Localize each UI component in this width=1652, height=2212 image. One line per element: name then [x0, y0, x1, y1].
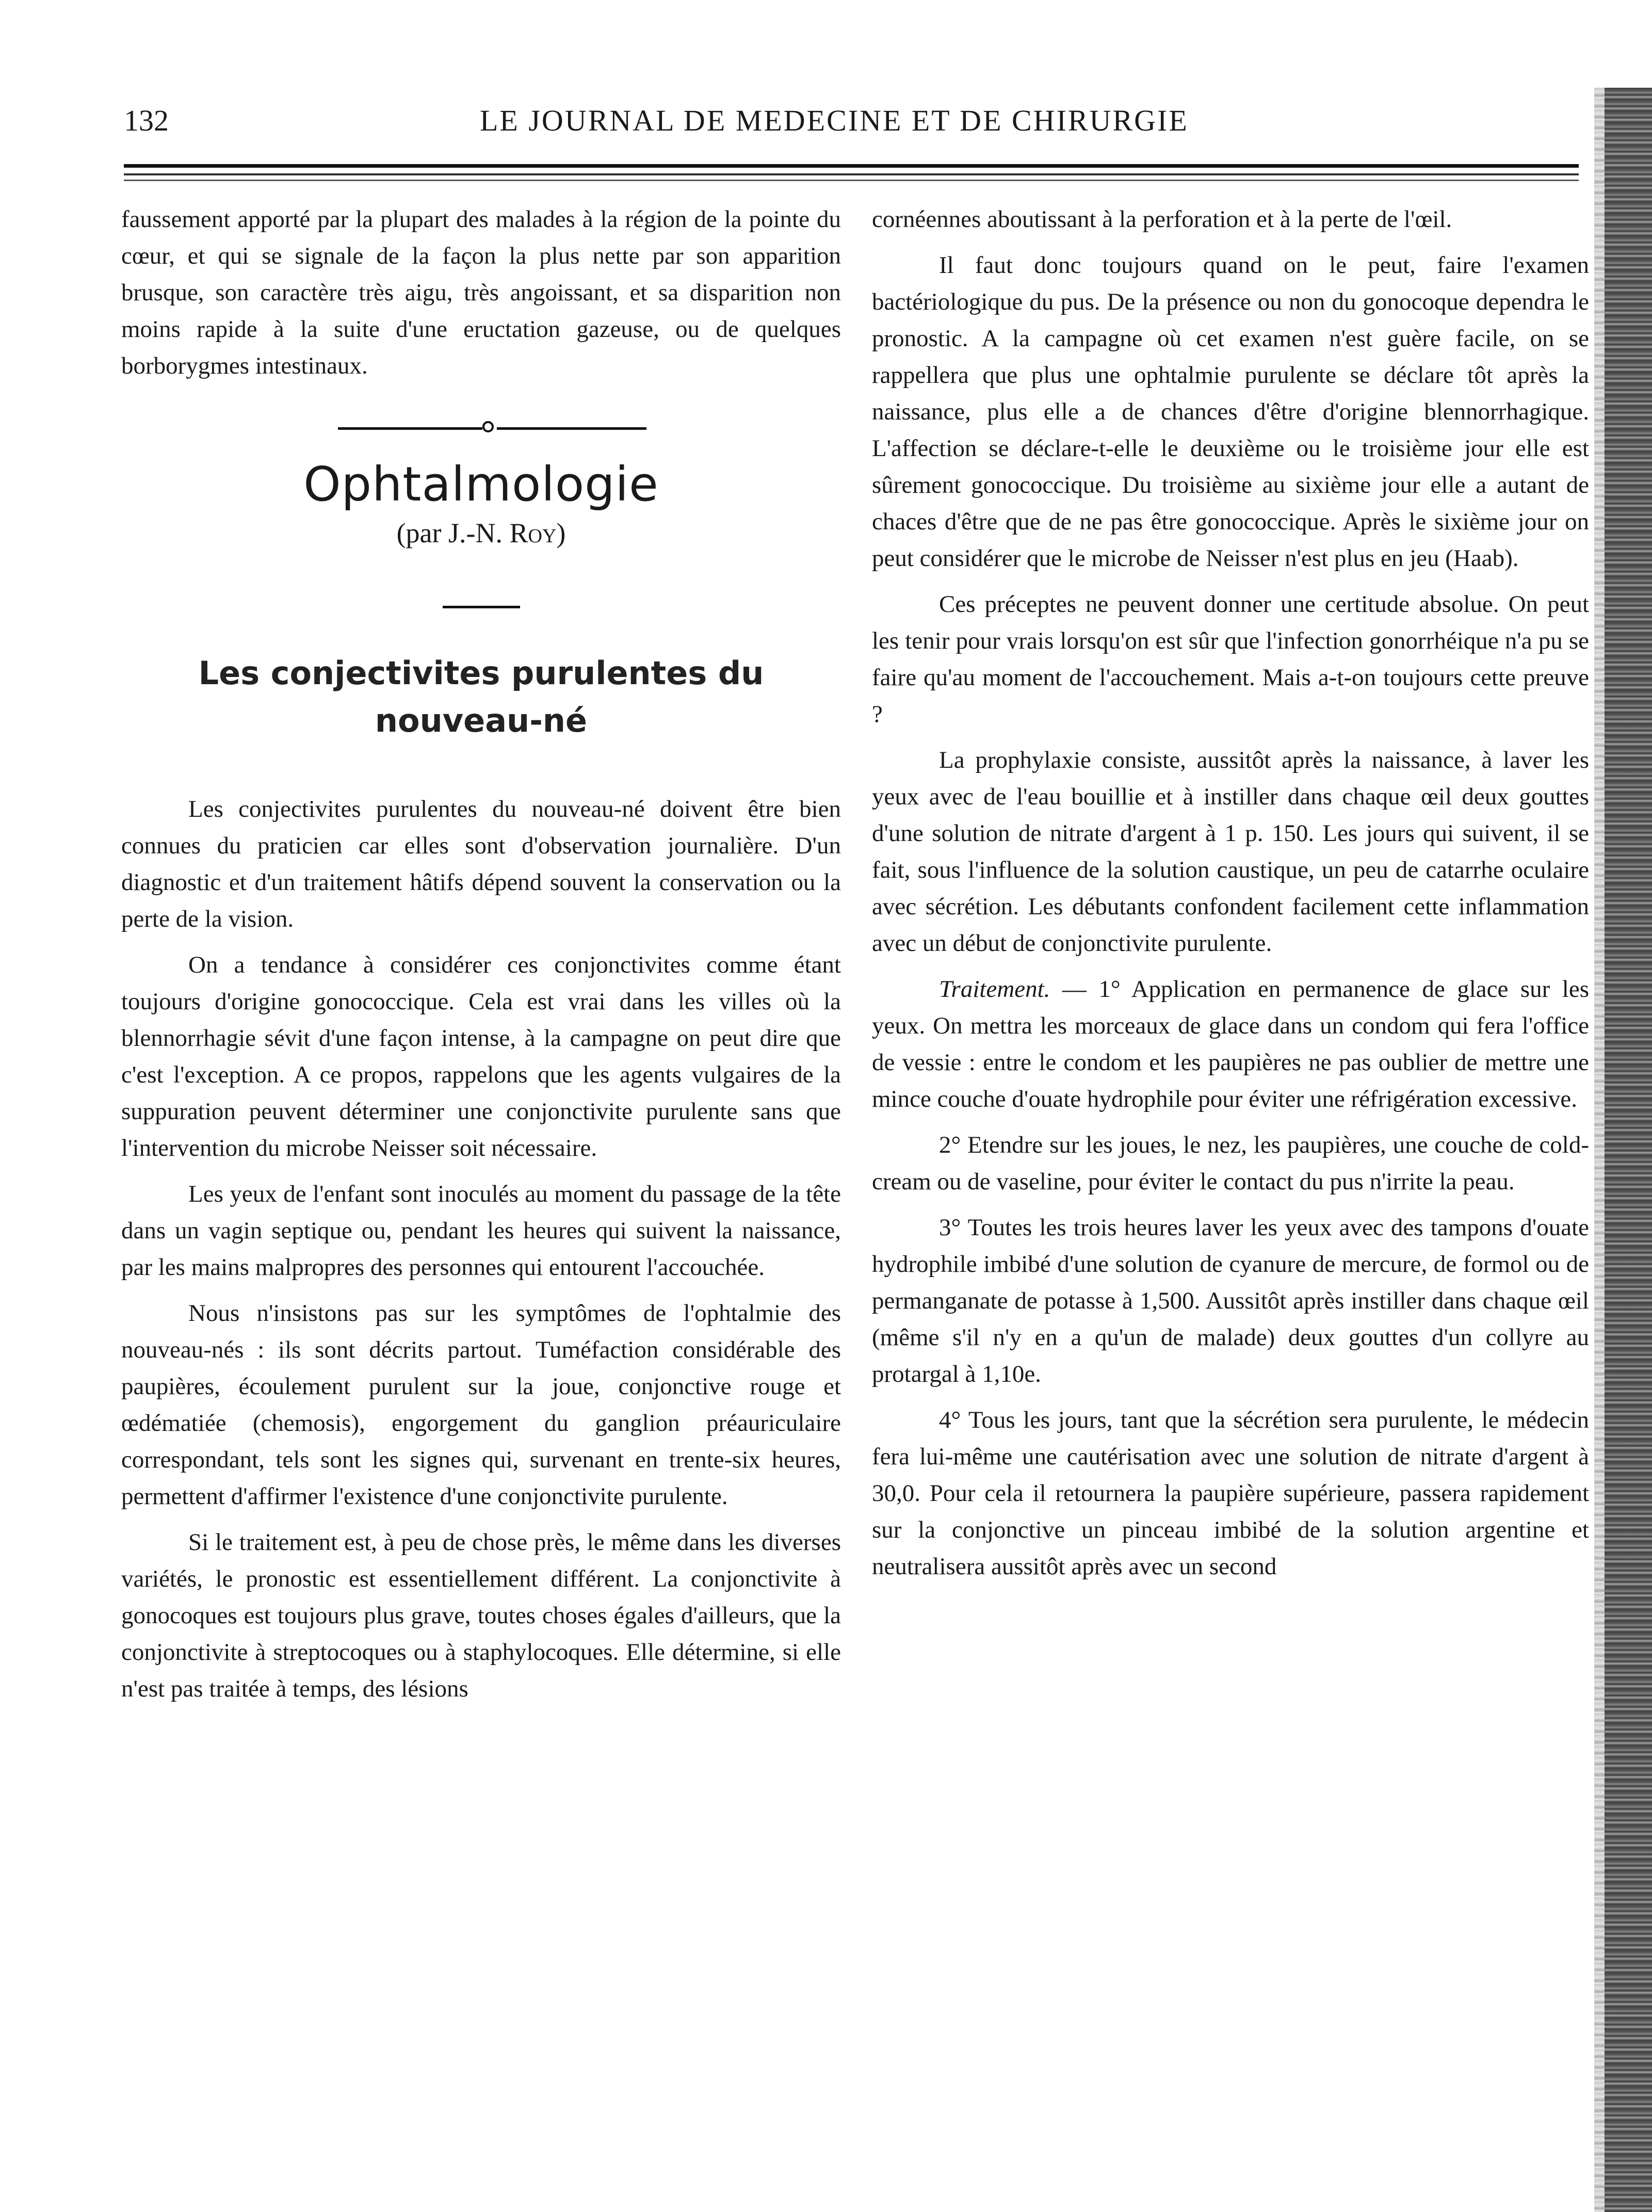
continuation-paragraph: cornéennes aboutissant à la perforation et à la perte de l'œil.	[872, 206, 1452, 233]
running-title: LE JOURNAL DE MEDECINE ET DE CHIRURGIE	[480, 104, 1189, 137]
body-paragraph: Les conjectivites purulentes du nouveau-né doivent être bien connues du praticien car elles sont d'observation journalière. D'un diagnostic et d'un traitement hâtifs dépend souvent la conservation ou la perte de la vision.	[121, 796, 841, 932]
treatment-paragraph: 3° Toutes les trois heures laver les yeux avec des tampons d'ouate hydrophile imbibé d'une solution de cyanure de mercure, de formol ou de permanganate de potasse à 1,500. Aussitôt après instiller dans chaque œil (même s'il n'y en a qu'un de malade) deux gouttes d'un collyre au protargal à 1,10e.	[872, 1214, 1589, 1387]
header-rule	[124, 164, 1579, 168]
author-name: Roy	[509, 518, 557, 548]
article-title: Les conjectivites purulentes du nouveau-né	[198, 654, 764, 739]
header-rule	[124, 180, 1579, 181]
body-paragraph: Ces préceptes ne peuvent donner une certitude absolue. On peut les tenir pour vrais lorsqu'on est sûr que l'infection gonorrhéique n'a pu se faire qu'au moment de l'accouchement. Mais a-t-on toujours cette preuve ?	[872, 591, 1589, 728]
page-edge-binding	[1605, 88, 1652, 2212]
treatment-paragraph	[872, 971, 1589, 1118]
body-paragraph: Si le traitement est, à peu de chose près, le même dans les diverses variétés, le pronostic est essentiellement différent. La conjonctivite à gonocoques est toujours plus grave, toutes choses égales d'ailleurs, que la conjonctivite à streptocoques ou à staphylocoques. Elle détermine, si elle n'est pas traitée à temps, des lésions	[121, 1529, 841, 1702]
section-ornament	[121, 413, 841, 444]
right-column	[872, 201, 1589, 1594]
ornament-circle	[482, 421, 494, 432]
ornament-line	[338, 427, 482, 430]
body-paragraph: La prophylaxie consiste, aussitôt après la naissance, à laver les yeux avec de l'eau bouillie et à instiller dans chaque œil deux gouttes d'une solution de nitrate d'argent à 1 p. 150. Les jours qui suivent, il se fait, sous l'influence de la solution caustique, un peu de catarrhe oculaire avec sécrétion. Les débutants confondent facilement cette inflammation avec un début de conjonctivite purulente.	[872, 747, 1589, 957]
ornament-line	[497, 427, 646, 430]
left-column	[121, 201, 841, 1717]
continuation-paragraph: faussement apporté par la plupart des malades à la région de la pointe du cœur, et qui se signale de la façon la plus nette par son apparition brusque, son caractère très aigu, très angoissant, et sa disparition non moins rapide à la suite d'une eructation gazeuse, ou de quelques borborygmes intestinaux.	[121, 206, 841, 379]
treatment-paragraph: 4° Tous les jours, tant que la sécrétion sera purulente, le médecin fera lui-même une cautérisation avec une solution de nitrate d'argent à 30,0. Pour cela il retournera la paupière supérieure, passera rapidement sur la conjonctive un pinceau imbibé de la solution argentine et neutralisera aussitôt après avec un second	[872, 1407, 1589, 1580]
byline-suffix: )	[556, 518, 566, 548]
treatment-text: — 1° Application en permanence de glace sur les yeux. On mettra les morceaux de glace dans un condom qui fera l'office de vessie : entre le condom et les paupières ne pas oublier de mettre une mince couche d'ouate hydrophile pour éviter une réfrigération excessive.	[872, 976, 1589, 1112]
treatment-paragraph: 2° Etendre sur les joues, le nez, les paupières, une couche de cold-cream ou de vaseline, pour éviter le contact du pus n'irrite la peau.	[872, 1132, 1589, 1195]
page-header	[119, 98, 1579, 144]
page-number: 132	[124, 104, 169, 137]
title-divider	[443, 606, 520, 608]
body-paragraph: Les yeux de l'enfant sont inoculés au moment du passage de la tête dans un vagin septique ou, pendant les heures qui suivent la naissance, par les mains malpropres des personnes qui entourent l'accouchée.	[121, 1181, 841, 1281]
body-paragraph: Il faut donc toujours quand on le peut, faire l'examen bactériologique du pus. De la présence ou non du gonocoque dependra le pronostic. A la campagne où cet examen n'est guère facile, on se rappellera que plus une ophtalmie purulente se déclare tôt après la naissance, plus elle a de chances d'être d'origine blennorrhagique. L'affection se déclare-t-elle le deuxième ou le troisième jour elle est sûrement gonococcique. Du troisième au sixième jour elle a autant de chaces d'être que de ne pas être gonococcique. Après le sixième jour on peut considérer que le microbe de Neisser n'est plus en jeu (Haab).	[872, 252, 1589, 572]
header-rule	[124, 173, 1579, 175]
page-edge-shadow	[1594, 88, 1606, 2212]
author-byline	[121, 517, 841, 549]
section-title: Ophtalmologie	[303, 457, 659, 512]
body-paragraph: On a tendance à considérer ces conjonctivites comme étant toujours d'origine gonococcique. Cela est vrai dans les villes où la blennorrhagie sévit d'une façon intense, à la campagne on peut dire que c'est l'exception. A ce propos, rappelons que les agents vulgaires de la suppuration peuvent déterminer une conjonctivite purulente sans que l'intervention du microbe Neisser soit nécessaire.	[121, 951, 841, 1161]
byline-prefix: (par J.-N.	[396, 518, 510, 548]
treatment-label: Traitement.	[939, 976, 1050, 1003]
body-paragraph: Nous n'insistons pas sur les symptômes de l'ophtalmie des nouveau-nés : ils sont décrits partout. Tuméfaction considérable des paupières, écoulement purulent sur la joue, conjonctive rouge et œdématiée (chemosis), engorgement du ganglion préauriculaire correspondant, tels sont les signes qui, survenant en trente-six heures, permettent d'affirmer l'existence d'une conjonctivite purulente.	[121, 1300, 841, 1510]
